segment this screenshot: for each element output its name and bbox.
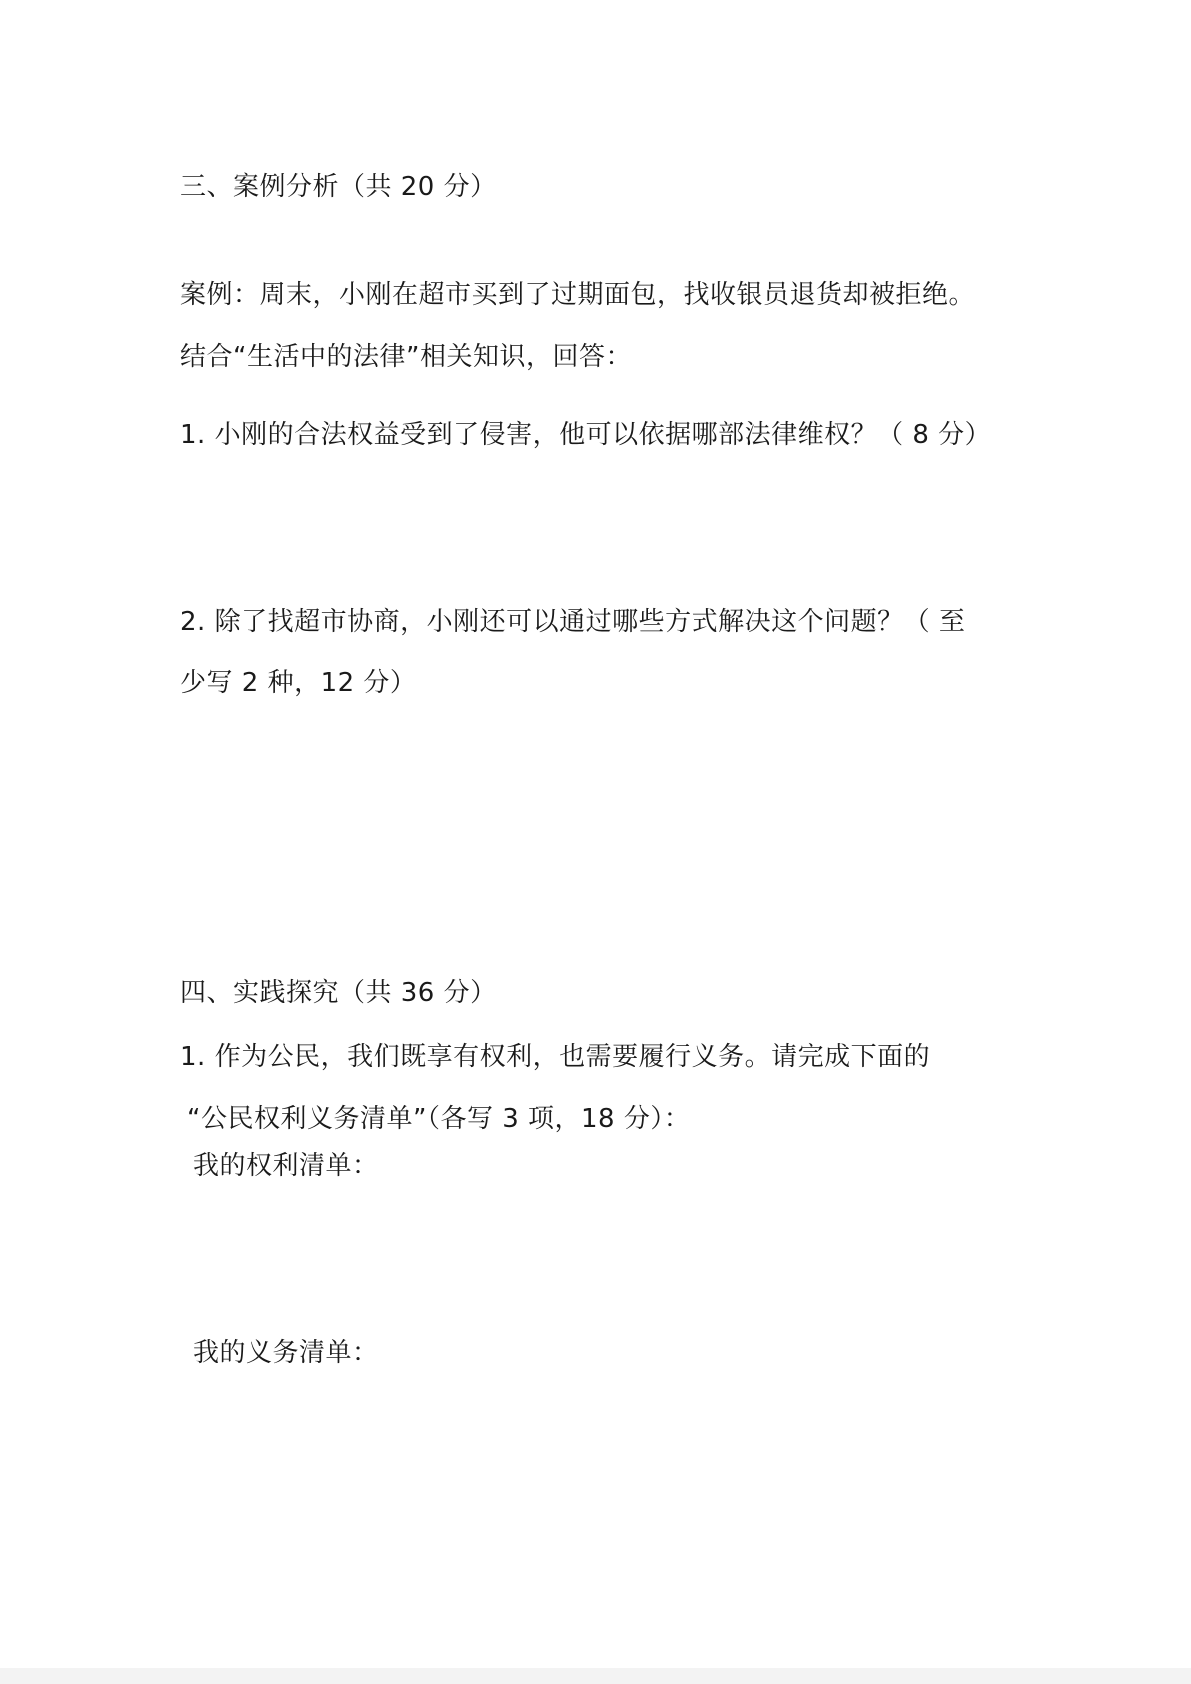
question-2-line-2: 少写 2 种，12 分） xyxy=(180,668,417,698)
section-3-heading: 三、案例分析（共 20 分） xyxy=(180,172,497,202)
case-text-line-2: 结合“生活中的法律”相关知识，回答： xyxy=(180,342,632,372)
page-bottom-edge xyxy=(0,1668,1191,1684)
practice-question-1-line-1: 1. 作为公民，我们既享有权利，也需要履行义务。请完成下面的 xyxy=(180,1042,931,1072)
case-text-line-1: 案例：周末，小刚在超市买到了过期面包，找收银员退货却被拒绝。 xyxy=(180,280,976,310)
rights-list-label: 我的权利清单： xyxy=(193,1151,379,1181)
section-4-heading: 四、实践探究（共 36 分） xyxy=(180,978,497,1008)
duties-list-label: 我的义务清单： xyxy=(193,1338,379,1368)
question-2-line-1: 2. 除了找超市协商，小刚还可以通过哪些方式解决这个问题？（ 至 xyxy=(180,607,966,637)
question-1: 1. 小刚的合法权益受到了侵害，他可以依据哪部法律维权？（ 8 分） xyxy=(180,420,992,450)
practice-question-1-line-2: “公民权利义务清单”（各写 3 项，18 分）： xyxy=(187,1104,691,1134)
